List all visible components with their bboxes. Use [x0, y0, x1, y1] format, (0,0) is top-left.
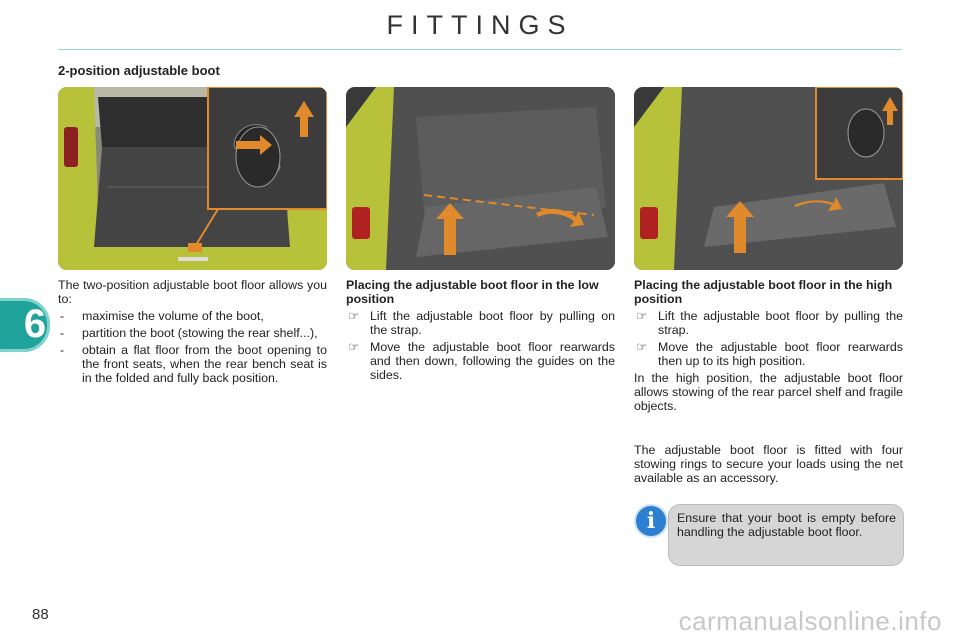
page-title: FITTINGS [386, 10, 574, 40]
low-position-column [346, 278, 615, 382]
step-item [634, 340, 903, 368]
high-position-column [634, 278, 903, 485]
page-number: 88 [32, 606, 49, 623]
high-position-steps [634, 309, 903, 368]
step-text: Lift the adjustable boot floor by pulling on the strap. [370, 309, 615, 337]
list-item-text: obtain a flat floor from the boot opening to the front seats, when the rear bench seat is in the folded and fully back position. [82, 343, 327, 385]
boot-high-position-photo [634, 87, 903, 270]
list-item [58, 326, 327, 340]
feature-list [58, 309, 327, 385]
list-item-text: maximise the volume of the boot, [82, 309, 264, 323]
header-divider [58, 49, 902, 50]
list-item-text: partition the boot (stowing the rear shelf...), [82, 326, 318, 340]
intro-column [58, 278, 327, 385]
high-position-heading: Placing the adjustable boot floor in the high position [634, 278, 893, 306]
dash-marker: - [60, 343, 65, 357]
dash-marker: - [60, 326, 65, 340]
list-item [58, 309, 327, 323]
step-text: Move the adjustable boot floor rearwards then up to its high position. [658, 340, 903, 368]
pointing-hand-icon: ☞ [348, 340, 360, 354]
chapter-number: 6 [23, 302, 47, 346]
boot-low-position-photo [346, 87, 615, 270]
step-text: Lift the adjustable boot floor by pulling the strap. [658, 309, 903, 337]
low-position-steps [346, 309, 615, 382]
stowing-rings-note: The adjustable boot floor is fitted with four stowing rings to secure your loads using the net available as an accessory. [634, 443, 903, 485]
list-item [58, 343, 327, 385]
section-title: 2-position adjustable boot [58, 63, 220, 78]
pointing-hand-icon: ☞ [636, 309, 648, 323]
dash-marker: - [60, 309, 65, 323]
intro-text: The two-position adjustable boot floor allows you to: [58, 278, 327, 306]
pointing-hand-icon: ☞ [636, 340, 648, 354]
watermark: carmanualsonline.info [678, 606, 942, 636]
high-position-note: In the high position, the adjustable boot floor allows stowing of the rear parcel shelf and fragile objects. [634, 371, 903, 413]
step-text: Move the adjustable boot floor rearwards and then down, following the guides on the sides. [370, 340, 615, 382]
step-item [346, 340, 615, 382]
step-item [346, 309, 615, 337]
low-position-heading: Placing the adjustable boot floor in the low position [346, 278, 599, 306]
info-text: Ensure that your boot is empty before handling the adjustable boot floor. [677, 511, 896, 539]
pointing-hand-icon: ☞ [348, 309, 360, 323]
boot-overview-photo [58, 87, 327, 270]
info-icon: i [634, 504, 668, 538]
step-item [634, 309, 903, 337]
